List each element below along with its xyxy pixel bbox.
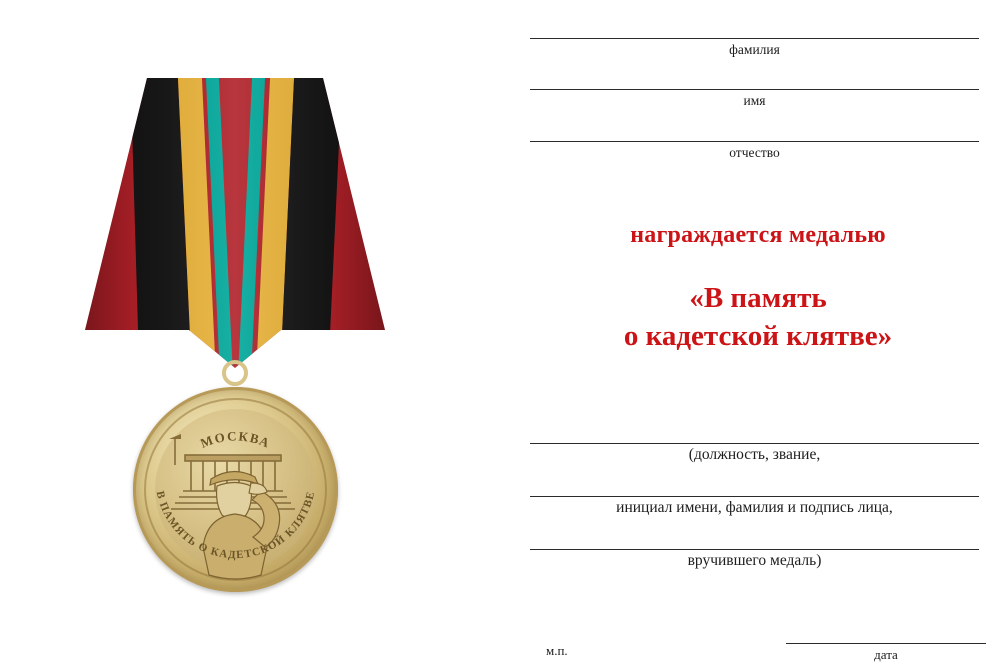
field-surname-caption: фамилия <box>729 42 780 57</box>
medal-ring <box>222 360 248 386</box>
ribbon-svg <box>85 78 385 368</box>
award-title-line-1: «В память <box>689 282 827 314</box>
field-patronymic-rule <box>530 141 979 142</box>
medal-bottom-inscription: В ПАМЯТЬ О КАДЕТСКОЙ КЛЯТВЕ <box>153 489 318 562</box>
field-firstname-caption: имя <box>743 93 766 108</box>
field-patronymic-caption: отчество <box>729 145 780 160</box>
field-date-rule <box>786 643 986 644</box>
signature-rule-2 <box>530 496 979 497</box>
medal-top-inscription: МОСКВА <box>198 428 274 451</box>
field-firstname[interactable] <box>530 89 979 109</box>
field-patronymic[interactable] <box>530 141 979 161</box>
signature-caption-2: инициал имени, фамилия и подпись лица, <box>616 499 893 516</box>
signature-line-3[interactable] <box>530 549 979 569</box>
award-title <box>516 279 1000 355</box>
signature-caption-3: вручившего медаль) <box>687 552 822 569</box>
award-intro-text: награждается медалью <box>630 222 886 248</box>
certificate-text-area <box>516 0 1000 667</box>
signature-caption-1: (должность, звание, <box>688 446 821 463</box>
signature-rule-3 <box>530 549 979 550</box>
field-date[interactable] <box>786 643 986 663</box>
signature-line-1[interactable] <box>530 443 979 463</box>
field-firstname-rule <box>530 89 979 90</box>
field-surname-rule <box>530 38 979 39</box>
award-title-line-2: о кадетской клятве» <box>623 320 893 352</box>
signature-line-2[interactable] <box>530 496 979 516</box>
medal-ribbon <box>85 78 385 368</box>
medal-disc <box>133 387 338 592</box>
field-date-caption: дата <box>874 647 898 662</box>
field-surname[interactable] <box>530 38 979 58</box>
medal-relief-svg <box>133 387 338 592</box>
stamp-place-label: м.п. <box>546 643 568 658</box>
signature-rule-1 <box>530 443 979 444</box>
